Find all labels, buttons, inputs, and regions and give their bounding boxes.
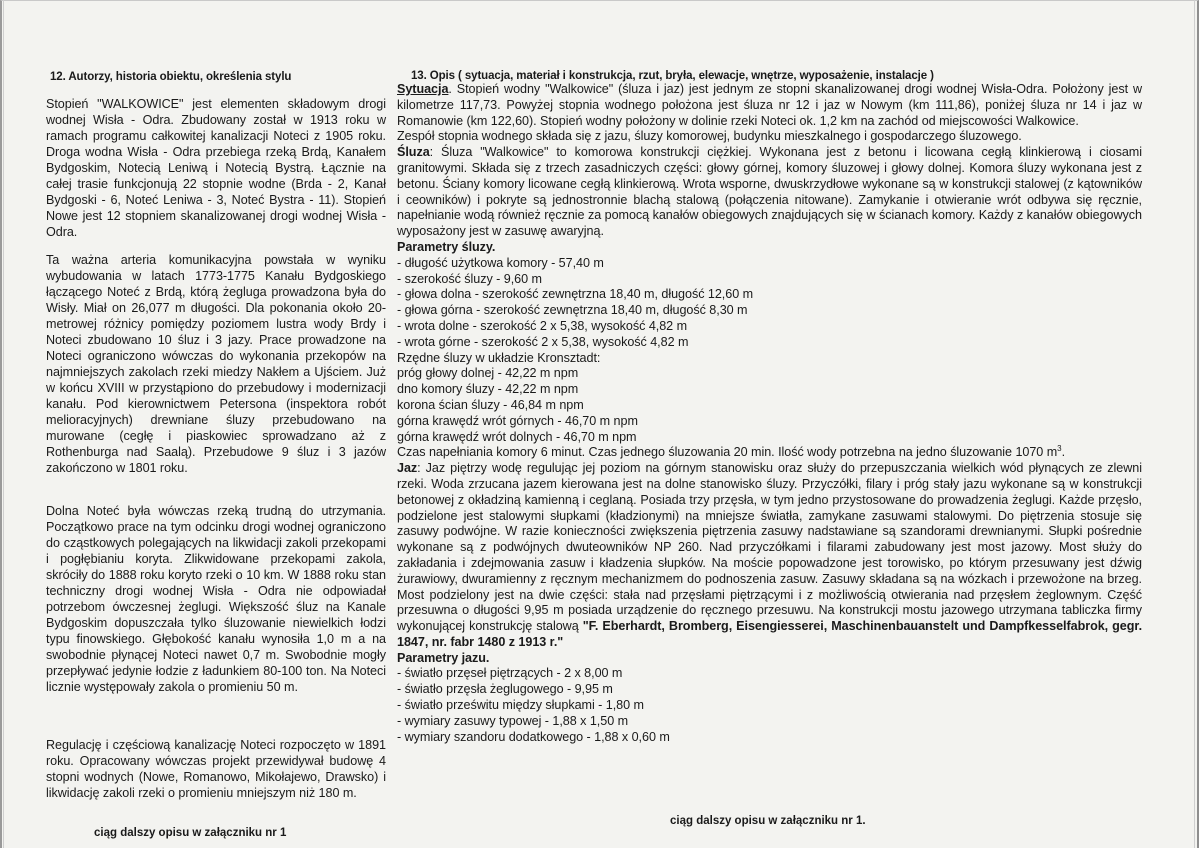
rzedne-item: dno komory śluzy - 42,22 m npm (397, 382, 579, 397)
right-continuation-note: ciąg dalszy opisu w załączniku nr 1. (670, 815, 866, 827)
rzedne-item: korona ścian śluzy - 46,84 m npm (397, 397, 584, 412)
jaz-label: Jaz (397, 461, 418, 476)
history-paragraph-2: Ta ważna arteria komunikacyjna powstała w wyniku wybudowania w latach 1773-1775 Kanału Bydgoskiego łączącego Noteć z Brdą, którą żegluga prowadzona była do Wisły. Miał on 26,077 m długości. Dla pokonania około 20-metrowej różnicy pomiędzy poziomem lustra wody Brdy i Noteci zbudowano 10 śluz i 3 jazy. Prace prowadzone na Noteci ograniczono wówczas do wykonania przekopów na najmniejszych zakolach rzeki miedzy Nakłem a Ujściem. Już w końcu XVIII w przystąpiono do przebudowy i modernizacji kanału. Pod kierownictwem Petersona (inspektora robót melioracyjnych) drewniane śluzy przebudowano na murowane (cegłę i piaskowiec sprowadzano aż z Rothenburga nad Saalą). Przebudowe 9 śluz i 3 jazów zakończono w 1801 roku. (46, 253, 386, 475)
left-continuation-note: ciąg dalszy opisu w załączniku nr 1 (94, 827, 287, 839)
czas-line: Czas napełniania komory 6 minut. Czas jednego śluzowania 20 min. Ilość wody potrzebna na jedno śluzowanie 1070 $m^3$. (397, 444, 1066, 460)
param-sluzy-item: - wrota dolne - szerokość 2 x 5,38, wysokość 4,82 m (397, 318, 688, 333)
sluza-paragraph: Śluza: Śluza "Walkowice" to komorowa konstrukcji ciężkiej. Wykonana jest z betonu i licowana cegłą klinkierową i ciosami granitowymi. Składa się z trzech zasadniczych części: głowy górnej, komory śluzowej i głowy dolnej. Komora śluzy wykonana jest z betonu. Ściany komory licowane cegłą klinkierową. Wrota wsporne, dwuskrzydłowe wykonane są w konstrukcji stalowej (z kątowników i ceowników) i pokryte są jednostronnie blachą stalową (połączenia nitowane). Zamykanie i otwieranie wrót odbywa się ręcznie, napełnianie wodą również ręcznie za pomocą kanałów obiegowych znajdujących się w ścianach komory. Każdy z kanałów obiegowych wyposażony jest w zasuwę awaryjną. (397, 145, 1142, 239)
history-paragraph-3: Dolna Noteć była wówczas rzeką trudną do utrzymania. Początkowo prace na tym odcinku drogi wodnej ograniczono do cząstkowych polegających na likwidacji zakoli przekopami i pogłębianiu koryta. Zlikwidowane przekopami zakola, skróciły do 1888 roku koryto rzeki o 10 km. W 1888 roku stan techniczny drogi wodnej Wisła - Odra nie odpowiadał potrzebom ówczesnej żeglugi. Większość śluz na Kanale Bydgoskim dopuszczała tylko śluzowanie niewielkich łodzi typu finowskiego. Głębokość kanału wynosiła 1,0 m a na swobodnie płynącej Noteci nawet 0,7 m. Swobodnie mogły przepływać jedynie łodzie z ładunkiem 80-100 ton. Na Noteci licznie występowały zakola o promieniu 50 m. (46, 504, 386, 694)
param-sluzy-item: - szerokość śluzy - 9,60 m (397, 271, 542, 286)
sluza-label: Śluza (397, 145, 430, 160)
section-12-heading: 12. Autorzy, historia obiektu, określenia stylu (50, 71, 292, 83)
history-paragraph-1: Stopień "WALKOWICE" jest elementen składowym drogi wodnej Wisła - Odra. Zbudowany został w 1913 roku w ramach programu całkowitej kanalizacji Noteci z 1905 roku. Droga wodna Wisła - Odra przebiega rzeką Brdą, Kanałem Bydgoskim, Notecią Leniwą i Notecią Bystrą. Łącznie na całej trasie funkcjonują 22 stopnie wodne (Brda - 2, Kanał Bydgoski - 6, Noteć Leniwa - 3, Noteć Bystra - 11). Stopień Nowe jest 12 stopniem skanalizowanej drogi wodnej Wisła - Odra. (46, 97, 386, 239)
param-jazu-item: - wymiary zasuwy typowej - 1,88 x 1,50 m (397, 713, 629, 728)
param-jazu-item: - światło przęsła żeglugowego - 9,95 m (397, 682, 613, 697)
param-sluzy-item: - głowa dolna - szerokość zewnętrzna 18,40 m, długość 12,60 m (397, 287, 754, 302)
param-jazu-item: - światło prześwitu między słupkami - 1,80 m (397, 698, 644, 713)
sytuacja-paragraph: Sytuacja. Stopień wodny "Walkowice" (śluza i jaz) jest jednym ze stopni skanalizowanej drogi wodnej Wisła-Odra. Położony jest w kilometrze 117,73. Powyżej stopnia wodnego położona jest śluza nr 12 i jaz w Nowym (km 111,86), poniżej śluza nr 14 i jaz w Romanowie (km 122,60). Stopień wodny położony w dolinie rzeki Noteci ok. 1,2 km na zachód od miejscowości Walkowice. (397, 82, 1142, 128)
param-sluzy-item: - wrota górne - szerokość 2 x 5,38, wysokość 4,82 m (397, 334, 689, 349)
params-sluzy-label: Parametry śluzy. (397, 239, 496, 254)
rzedne-item: górna krawędź wrót górnych - 46,70 m npm (397, 413, 638, 428)
param-sluzy-item: - głowa górna - szerokość zewnętrzna 18,40 m, długość 8,30 m (397, 303, 748, 318)
param-jazu-item: - światło przęseł piętrzących - 2 x 8,00 m (397, 666, 623, 681)
jaz-paragraph: Jaz: Jaz piętrzy wodę regulując jej poziom na górnym stanowisku oraz służy do przepuszczania wielkich wód płynących ze zlewni rzeki. Woda zrzucana jazem kierowana jest na dolne stanowisko śluzy. Przyczółki, filary i próg stały jazu wykonane są w konstrukcji betonowej z okładziną kamienną i ceglaną. Posiada trzy przęsła, w tym jedno przystosowane do prowadzenia żeglugi. Każde przęsło, podzielone jest stalowymi słupkami (kładzionymi) na mniejsze światła, zamykane zasuwami stalowymi. Do piętrzenia stosuje się zasuwy podwójne. W razie konieczności zwiększenia piętrzenia zasuwy nadstawiane są szandorami drewnianymi. Słupki pośrednie wykonane są z podwójnych dwuteowników NP 260. Nad przyczółkami i filarami zabudowany jest most jazowy. Most służy do zakładania i zdejmowania zasuw i kładzenia słupków. Na moście popowadzone jest torowisko, po którym przesuwany jest dźwig żurawiowy, dwuramienny z ręcznym mechanizmem do podnoszenia zasuw. Zasuwy składana są na wózkach i przewożone na brzeg. Most podzielony jest na dwie części: stała nad przęsłami piętrzącymi i z możliwością otwierania nad przęsłem żeglownym. Część przesuwna o długości 9,95 m posiada urządzenie do ręcznego przesuwu. Na konstrukcji mostu jazowego utrzymana tabliczka firmy wykonującej konstrukcję stalową "F. Eberhardt, Bromberg, Eisengiesserei, Maschinenbauanstelt und Dampfkesselfabrok, gegr. 1847, nr. fabr 1480 z 1913 r." (397, 461, 1143, 649)
sytuacja-label: Sytuacja (397, 82, 449, 96)
rzedne-item: próg głowy dolnej - 42,22 m npm (397, 366, 579, 381)
param-sluzy-item: - długość użytkowa komory - 57,40 m (397, 255, 604, 270)
zespol-paragraph: Zespół stopnia wodnego składa się z jazu, śluzy komorowej, budynku mieszkalnego i gospodarczego śluzowego. (397, 129, 1022, 144)
description-body (397, 82, 1142, 745)
params-jazu-label: Parametry jazu. (397, 650, 490, 665)
param-jazu-item: - wymiary szandoru dodatkowego - 1,88 x 0,60 m (397, 729, 670, 744)
rzedne-label: Rzędne śluzy w układzie Kronsztadt: (397, 350, 601, 365)
scan-line (1194, 0, 1195, 848)
rzedne-item: górna krawędź wrót dolnych - 46,70 m npm (397, 429, 637, 444)
history-paragraph-4: Regulację i częściową kanalizację Noteci rozpoczęto w 1891 roku. Opracowany wówczas projekt przewidywał budowę 4 stopni wodnych (Nowe, Romanowo, Mikołajewo, Drawsko) i likwidację zakoli rzeki o promieniu mniejszym niż 180 m. (46, 738, 386, 800)
section-13-heading: 13. Opis ( sytuacja, materiał i konstrukcja, rzut, bryła, elewacje, wnętrze, wyposażenie, instalacje ) (411, 70, 934, 82)
scan-line (3, 0, 4, 848)
manufacturer-plate-text: "F. Eberhardt, Bromberg, Eisengiesserei, Maschinenbauanstelt und Dampfkesselfabrok, gegr. 1847, nr. fabr 1480 z 1913 r." (397, 619, 1143, 649)
